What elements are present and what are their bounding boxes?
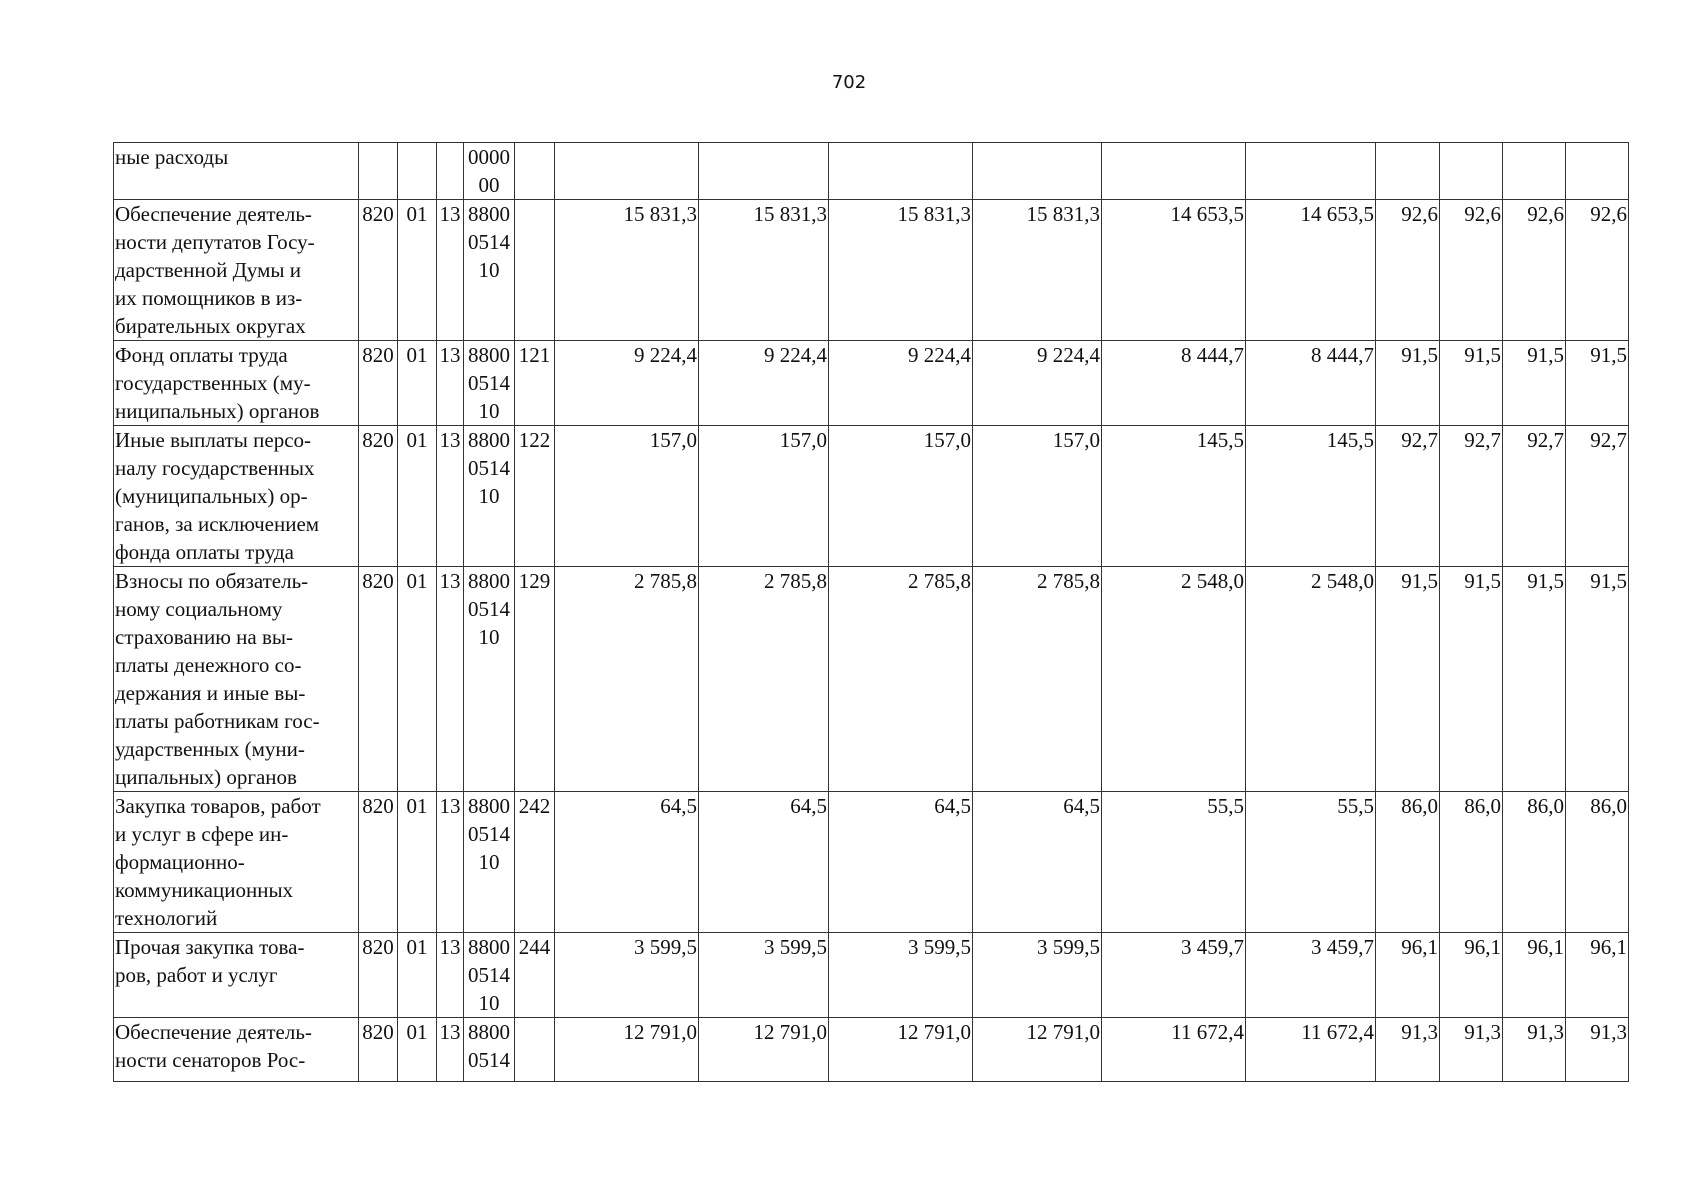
expense-name-cell: Иные выплаты персо- налу государственных (муниципальных) ор- ганов, за исключением фонда оплаты труда (114, 426, 359, 567)
percent-cell: 91,5 (1440, 341, 1503, 426)
table-row (114, 933, 1629, 1018)
amount-cell: 157,0 (699, 426, 829, 567)
amount-cell: 157,0 (973, 426, 1102, 567)
amount-cell: 2 785,8 (555, 567, 699, 792)
section-cell: 01 (398, 426, 437, 567)
gov-code-cell: 820 (359, 567, 398, 792)
expense-name-cell: Обеспечение деятель- ности сенаторов Рос- (114, 1018, 359, 1082)
percent-cell: 92,6 (1566, 200, 1629, 341)
subsection-cell: 13 (437, 792, 464, 933)
table-row (114, 567, 1629, 792)
table-row (114, 143, 1629, 200)
amount-cell: 15 831,3 (973, 200, 1102, 341)
amount-cell: 3 599,5 (829, 933, 973, 1018)
percent-cell: 91,5 (1376, 341, 1440, 426)
gov-code-cell (359, 143, 398, 200)
budget-table (113, 142, 1629, 1082)
amount-cell: 3 599,5 (555, 933, 699, 1018)
amount-cell: 15 831,3 (699, 200, 829, 341)
percent-cell: 86,0 (1376, 792, 1440, 933)
section-cell: 01 (398, 200, 437, 341)
subsection-cell: 13 (437, 567, 464, 792)
table-row (114, 341, 1629, 426)
amount-cell (1102, 143, 1246, 200)
amount-cell: 3 459,7 (1102, 933, 1246, 1018)
amount-cell: 12 791,0 (973, 1018, 1102, 1082)
percent-cell: 96,1 (1503, 933, 1566, 1018)
table-row (114, 792, 1629, 933)
amount-cell: 14 653,5 (1246, 200, 1376, 341)
subsection-cell: 13 (437, 200, 464, 341)
percent-cell: 86,0 (1440, 792, 1503, 933)
table-row (114, 200, 1629, 341)
amount-cell: 8 444,7 (1246, 341, 1376, 426)
amount-cell: 55,5 (1102, 792, 1246, 933)
percent-cell: 91,5 (1566, 341, 1629, 426)
expense-type-cell (515, 143, 555, 200)
percent-cell: 92,7 (1440, 426, 1503, 567)
section-cell: 01 (398, 933, 437, 1018)
percent-cell: 92,7 (1376, 426, 1440, 567)
target-article-cell: 8800 0514 (464, 1018, 515, 1082)
amount-cell: 64,5 (973, 792, 1102, 933)
target-article-cell: 8800 0514 10 (464, 341, 515, 426)
section-cell: 01 (398, 341, 437, 426)
expense-name-cell: Фонд оплаты труда государственных (му- ниципальных) органов (114, 341, 359, 426)
expense-type-cell: 129 (515, 567, 555, 792)
expense-type-cell: 242 (515, 792, 555, 933)
amount-cell: 3 459,7 (1246, 933, 1376, 1018)
amount-cell: 15 831,3 (555, 200, 699, 341)
subsection-cell: 13 (437, 1018, 464, 1082)
table-row (114, 1018, 1629, 1082)
amount-cell: 64,5 (555, 792, 699, 933)
amount-cell: 3 599,5 (699, 933, 829, 1018)
percent-cell: 91,3 (1376, 1018, 1440, 1082)
subsection-cell (437, 143, 464, 200)
expense-name-cell: Взносы по обязатель- ному социальному страхованию на вы- платы денежного со- держания и иные вы- платы работникам гос- ударственных (муни- ципальных) органов (114, 567, 359, 792)
table-body (114, 143, 1629, 1082)
percent-cell: 91,5 (1503, 567, 1566, 792)
amount-cell: 11 672,4 (1102, 1018, 1246, 1082)
expense-name-cell: Прочая закупка това- ров, работ и услуг (114, 933, 359, 1018)
amount-cell: 64,5 (829, 792, 973, 933)
percent-cell: 96,1 (1440, 933, 1503, 1018)
percent-cell: 86,0 (1566, 792, 1629, 933)
table-row (114, 426, 1629, 567)
amount-cell: 157,0 (555, 426, 699, 567)
subsection-cell: 13 (437, 933, 464, 1018)
percent-cell: 92,7 (1566, 426, 1629, 567)
amount-cell: 145,5 (1102, 426, 1246, 567)
amount-cell: 2 785,8 (829, 567, 973, 792)
percent-cell: 86,0 (1503, 792, 1566, 933)
section-cell (398, 143, 437, 200)
percent-cell: 91,3 (1440, 1018, 1503, 1082)
gov-code-cell: 820 (359, 1018, 398, 1082)
amount-cell: 2 785,8 (699, 567, 829, 792)
amount-cell: 12 791,0 (829, 1018, 973, 1082)
amount-cell: 8 444,7 (1102, 341, 1246, 426)
amount-cell: 9 224,4 (699, 341, 829, 426)
amount-cell: 11 672,4 (1246, 1018, 1376, 1082)
percent-cell: 92,6 (1503, 200, 1566, 341)
amount-cell: 9 224,4 (555, 341, 699, 426)
gov-code-cell: 820 (359, 933, 398, 1018)
section-cell: 01 (398, 1018, 437, 1082)
amount-cell (699, 143, 829, 200)
percent-cell: 91,5 (1376, 567, 1440, 792)
target-article-cell: 8800 0514 10 (464, 792, 515, 933)
target-article-cell: 8800 0514 10 (464, 426, 515, 567)
amount-cell: 2 785,8 (973, 567, 1102, 792)
target-article-cell: 8800 0514 10 (464, 567, 515, 792)
percent-cell: 91,3 (1566, 1018, 1629, 1082)
subsection-cell: 13 (437, 341, 464, 426)
expense-name-cell: Закупка товаров, работ и услуг в сфере ин- формационно- коммуникационных технологий (114, 792, 359, 933)
percent-cell: 91,5 (1503, 341, 1566, 426)
gov-code-cell: 820 (359, 200, 398, 341)
percent-cell: 91,5 (1566, 567, 1629, 792)
expense-type-cell: 121 (515, 341, 555, 426)
percent-cell (1440, 143, 1503, 200)
target-article-cell: 8800 0514 10 (464, 200, 515, 341)
expense-type-cell (515, 200, 555, 341)
expense-name-cell: Обеспечение деятель- ности депутатов Госу- дарственной Думы и их помощников в из- бирательных округах (114, 200, 359, 341)
amount-cell: 14 653,5 (1102, 200, 1246, 341)
gov-code-cell: 820 (359, 341, 398, 426)
gov-code-cell: 820 (359, 792, 398, 933)
amount-cell: 145,5 (1246, 426, 1376, 567)
amount-cell (973, 143, 1102, 200)
percent-cell: 91,5 (1440, 567, 1503, 792)
amount-cell: 9 224,4 (973, 341, 1102, 426)
page-number: 702 (831, 72, 867, 93)
expense-type-cell: 244 (515, 933, 555, 1018)
amount-cell: 157,0 (829, 426, 973, 567)
amount-cell: 3 599,5 (973, 933, 1102, 1018)
percent-cell: 92,6 (1376, 200, 1440, 341)
percent-cell: 96,1 (1566, 933, 1629, 1018)
percent-cell (1503, 143, 1566, 200)
amount-cell: 15 831,3 (829, 200, 973, 341)
expense-name-cell: ные расходы (114, 143, 359, 200)
gov-code-cell: 820 (359, 426, 398, 567)
amount-cell: 9 224,4 (829, 341, 973, 426)
expense-type-cell: 122 (515, 426, 555, 567)
percent-cell: 96,1 (1376, 933, 1440, 1018)
amount-cell: 12 791,0 (555, 1018, 699, 1082)
percent-cell: 92,6 (1440, 200, 1503, 341)
amount-cell: 12 791,0 (699, 1018, 829, 1082)
target-article-cell: 8800 0514 10 (464, 933, 515, 1018)
subsection-cell: 13 (437, 426, 464, 567)
amount-cell: 64,5 (699, 792, 829, 933)
expense-type-cell (515, 1018, 555, 1082)
percent-cell (1376, 143, 1440, 200)
amount-cell (555, 143, 699, 200)
amount-cell (1246, 143, 1376, 200)
percent-cell: 92,7 (1503, 426, 1566, 567)
percent-cell: 91,3 (1503, 1018, 1566, 1082)
amount-cell: 55,5 (1246, 792, 1376, 933)
amount-cell: 2 548,0 (1246, 567, 1376, 792)
amount-cell (829, 143, 973, 200)
target-article-cell: 0000 00 (464, 143, 515, 200)
amount-cell: 2 548,0 (1102, 567, 1246, 792)
section-cell: 01 (398, 567, 437, 792)
section-cell: 01 (398, 792, 437, 933)
percent-cell (1566, 143, 1629, 200)
